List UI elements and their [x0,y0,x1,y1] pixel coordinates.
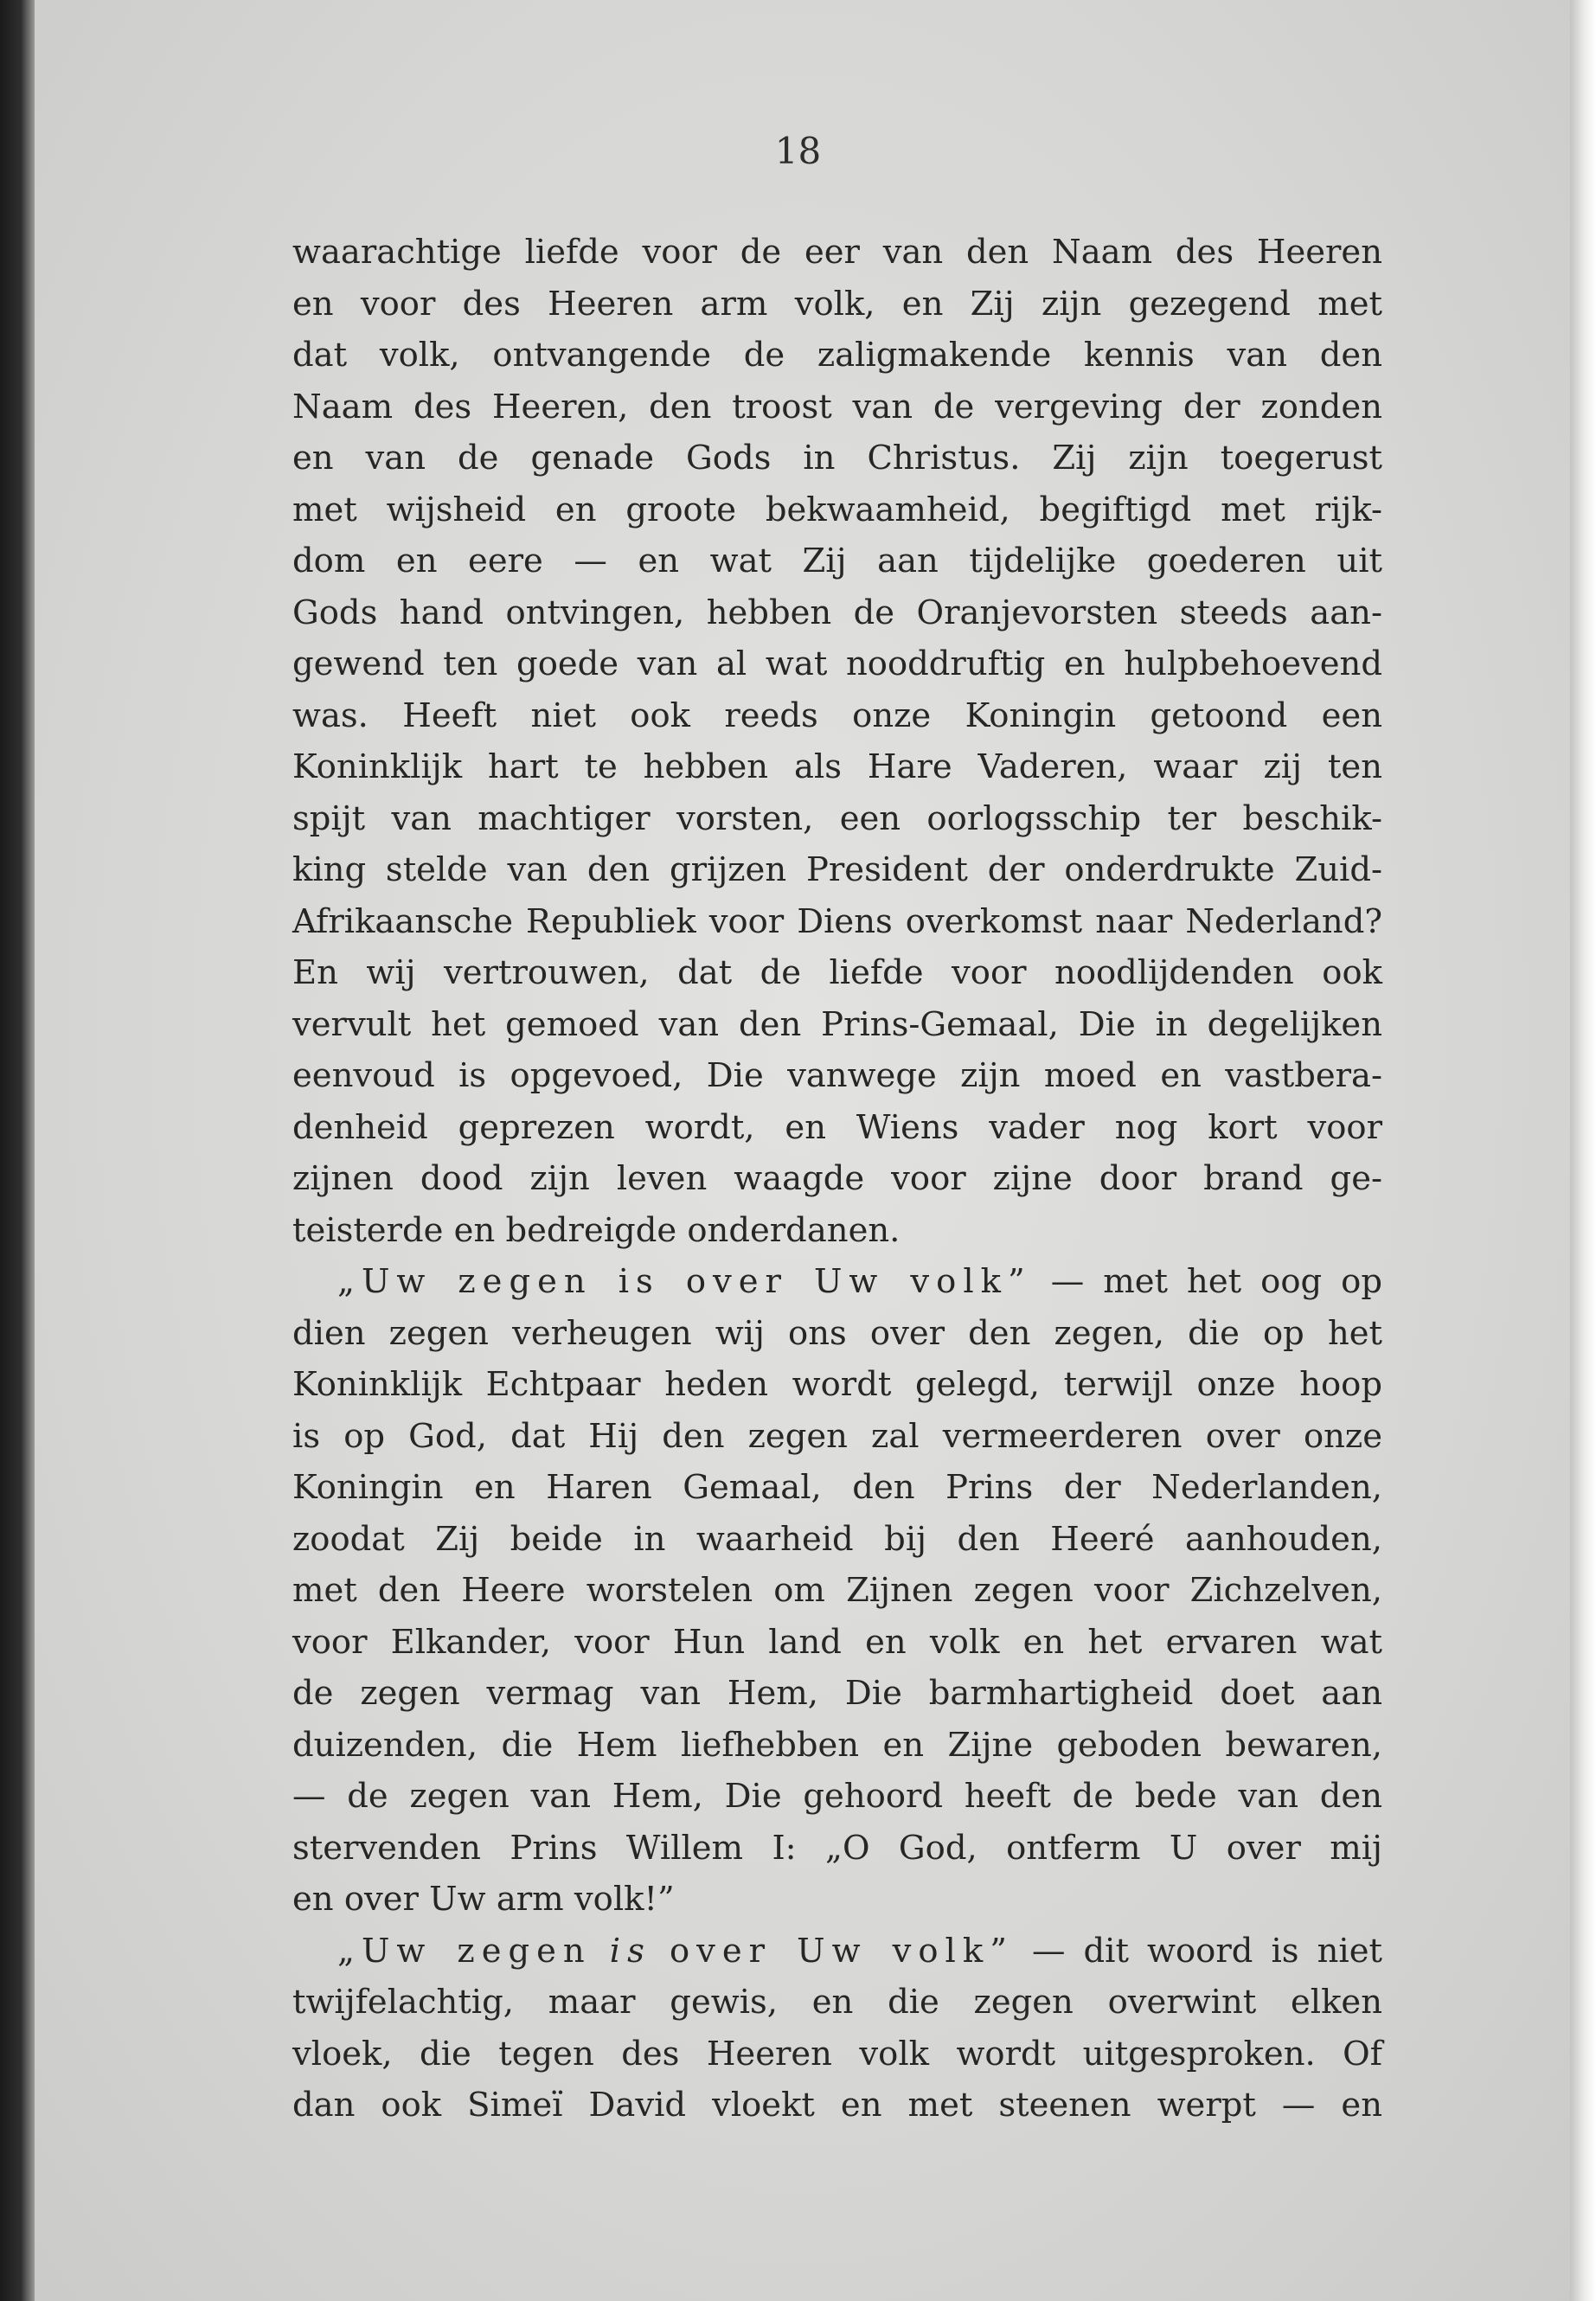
spine-shadow [0,0,35,2301]
text-line: is op God, dat Hij den zegen zal vermeerderen over onze [292,1416,1382,1456]
text-line: duizenden, die Hem liefhebben en Zijne geboden bewaren, [292,1725,1382,1765]
text-line: Koningin en Haren Gemaal, den Prins der Nederlanden, [292,1468,1382,1507]
text-line: met wijsheid en groote bekwaamheid, begiftigd met rijk- [292,490,1382,529]
text-line: met den Heere worstelen om Zijnen zegen voor Zichzelven, [292,1571,1382,1610]
text-line: was. Heeft niet ook reeds onze Koningin getoond een [292,695,1382,735]
paragraph-start-line [292,1926,1382,1977]
emphasized-word: is [609,1931,651,1971]
text-line: dom en eere — en wat Zij aan tijdelijke goederen uit [292,542,1382,580]
text-line: vervult het gemoed van den Prins-Gemaal, Die in degelijken [292,1004,1382,1044]
page-number: 18 [774,130,822,172]
text-line: en van de genade Gods in Christus. Zij zijn toegerust [292,439,1382,478]
text-line: eenvoud is opgevoed, Die vanwege zijn moed en vastbera- [292,1056,1382,1095]
text-line: zoodat Zij beide in waarheid bij den Heeré aanhouden, [292,1519,1382,1559]
text-line: Naam des Heeren, den troost van de vergeving der zonden [292,387,1382,426]
text-line: denheid geprezen wordt, en Wiens vader nog kort voor [292,1107,1382,1147]
text-line: king stelde van den grijzen President der onderdrukte Zuid- [292,850,1382,889]
paragraph-start-line [292,1256,1382,1308]
text-line: voor Elkander, voor Hun land en volk en het ervaren wat [292,1622,1382,1662]
text-line: twijfelachtig, maar gewis, en die zegen overwint elken [292,1983,1382,2022]
text-line: dien zegen verheugen wij ons over den zegen, die op het [292,1313,1382,1353]
quoted-phrase-end: over Uw volk” [669,1931,1014,1971]
text-line: en voor des Heeren arm volk, en Zij zijn gezegend met [292,284,1382,324]
text-fragment: — dit woord is niet [1031,1931,1382,1971]
text-line: Afrikaansche Republiek voor Diens overkomst naar Nederland? [292,901,1382,941]
text-line: waarachtige liefde voor de eer van den Naam des Heeren [292,233,1382,272]
text-line: spijt van machtiger vorsten, een oorlogsschip ter beschik- [292,798,1382,838]
quoted-phrase: „Uw zegen is over Uw volk” [337,1262,1032,1301]
text-line: En wij vertrouwen, dat de liefde voor noodlijdenden ook [292,953,1382,992]
text-line: teisterde en bedreigde onderdanen. [292,1210,901,1250]
quoted-phrase-start: „Uw zegen [337,1931,592,1971]
text-line: en over Uw arm volk!” [292,1880,675,1919]
text-line: Gods hand ontvingen, hebben de Oranjevorsten steeds aan- [292,593,1382,632]
page-edge [1570,0,1596,2301]
text-line: gewend ten goede van al wat nooddruftig en hulpbehoevend [292,644,1382,683]
text-line: dat volk, ontvangende de zaligmakende kennis van den [292,336,1382,375]
text-line: dan ook Simeï David vloekt en met steenen werpt — en [292,2086,1382,2125]
text-line: stervenden Prins Willem I: „O God, ontferm U over mij [292,1828,1382,1868]
text-line: Koninklijk hart te hebben als Hare Vaderen, waar zij ten [292,747,1382,786]
text-line: — de zegen van Hem, Die gehoord heeft de bede van den [292,1777,1382,1816]
body-text [292,227,1382,2131]
text-fragment: — met het oog op [1050,1262,1382,1301]
text-line: vloek, die tegen des Heeren volk wordt uitgesproken. Of [292,2034,1382,2073]
text-line: de zegen vermag van Hem, Die barmhartigheid doet aan [292,1674,1382,1713]
text-line: zijnen dood zijn leven waagde voor zijne door brand ge- [292,1159,1382,1198]
text-line: Koninklijk Echtpaar heden wordt gelegd, terwijl onze hoop [292,1365,1382,1404]
